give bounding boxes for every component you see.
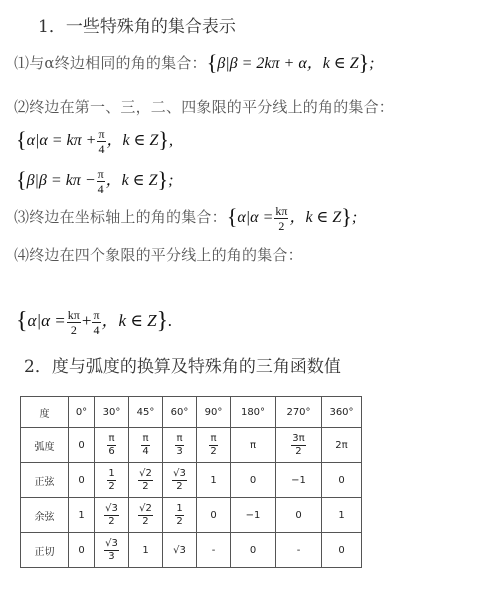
- table-cell: [197, 498, 231, 533]
- fraction: [175, 434, 183, 457]
- table-cell: [95, 428, 129, 463]
- fraction: [141, 434, 149, 457]
- cell-text: 0°: [75, 406, 88, 418]
- table-cell: [163, 533, 197, 568]
- cell-text: 2π: [335, 439, 348, 451]
- table-cell: [322, 498, 362, 533]
- table-cell: [129, 533, 163, 568]
- cell-text: 0: [210, 509, 217, 521]
- denominator: 2: [176, 480, 183, 492]
- cell-text: 0: [295, 509, 302, 521]
- fraction: [107, 469, 115, 492]
- cell-text: π: [249, 439, 257, 451]
- table-cell: [197, 428, 231, 463]
- numerator: π: [210, 432, 217, 444]
- cell-text: 正切: [34, 546, 55, 558]
- table-cell: [69, 397, 95, 428]
- cell-text: 0: [338, 544, 345, 556]
- item-2-set-a: {α|α = kπ + $\frac{\pi}{4}$ ，k ∈ Z},: [16, 126, 173, 156]
- table-cell: [231, 428, 276, 463]
- table-cell: [95, 463, 129, 498]
- table-row: [21, 533, 362, 568]
- table-cell: [276, 397, 322, 428]
- row-label-cell: [21, 498, 69, 533]
- table-cell: [276, 428, 322, 463]
- table-cell: [129, 397, 163, 428]
- table-cell: [69, 463, 95, 498]
- cell-text: 1: [338, 509, 345, 521]
- cell-text: 270°: [286, 406, 311, 418]
- cell-text: 90°: [204, 406, 223, 418]
- item-1-set: β|β = 2kπ + α，k ∈ Z: [217, 55, 359, 72]
- cell-text: 45°: [136, 406, 155, 418]
- fraction: [172, 469, 187, 492]
- fraction: [107, 434, 115, 457]
- item-1-label: ⑴与α终边相同的角的集合：: [14, 54, 207, 72]
- cell-text: 0: [78, 474, 85, 486]
- cell-text: 1: [78, 509, 85, 521]
- section-2-title: 2．度与弧度的换算及特殊角的三角函数值: [24, 357, 341, 377]
- numerator: √3: [105, 502, 118, 514]
- row-label-cell: [21, 463, 69, 498]
- denominator: 3: [108, 550, 115, 562]
- denominator: 2: [108, 515, 115, 527]
- table-cell: [322, 397, 362, 428]
- cell-text: 1: [142, 544, 149, 556]
- numerator: π: [108, 432, 115, 444]
- trig-value-table: [20, 396, 362, 568]
- cell-text: -: [296, 544, 301, 556]
- row-label-cell: [21, 397, 69, 428]
- table-cell: [163, 397, 197, 428]
- cell-text: 0: [78, 439, 85, 451]
- fraction: [138, 504, 153, 527]
- table-cell: [231, 533, 276, 568]
- table-cell: [163, 498, 197, 533]
- cell-text: 60°: [170, 406, 189, 418]
- table-row: [21, 428, 362, 463]
- numerator: √2: [139, 467, 152, 479]
- table-cell: [95, 397, 129, 428]
- table-cell: [69, 533, 95, 568]
- table-header-row: [21, 397, 362, 428]
- denominator: 2: [295, 445, 302, 457]
- cell-text: 30°: [102, 406, 121, 418]
- cell-text: 0: [249, 474, 257, 486]
- cell-text: 180°: [240, 406, 266, 418]
- item-3-label: ⑶终边在坐标轴上的角的集合：: [14, 208, 227, 226]
- denominator: 2: [176, 515, 183, 527]
- table-cell: [163, 463, 197, 498]
- cell-text: 0: [78, 544, 85, 556]
- row-label-cell: [21, 428, 69, 463]
- item-3: ⑶终边在坐标轴上的角的集合：{α|α = $\frac{k\pi}{2}$ ，k ∈ Z};: [14, 203, 358, 233]
- table-cell: [231, 498, 276, 533]
- table-cell: [322, 533, 362, 568]
- fraction: [104, 504, 119, 527]
- fraction: $\frac{k\pi}{2}$: [67, 307, 80, 337]
- fraction: $\frac{\pi}{4}$: [98, 126, 105, 156]
- item-1: ⑴与α终边相同的角的集合：{β|β = 2kπ + α，k ∈ Z};: [14, 50, 375, 75]
- table-cell: [197, 463, 231, 498]
- denominator: 2: [142, 480, 149, 492]
- fraction: [291, 434, 305, 457]
- cell-text: −1: [245, 509, 261, 521]
- table-cell: [322, 463, 362, 498]
- cell-text: -: [211, 544, 216, 556]
- cell-text: 弧度: [34, 441, 55, 453]
- table-cell: [163, 428, 197, 463]
- fraction: [175, 504, 183, 527]
- table-cell: [69, 498, 95, 533]
- denominator: 4: [142, 445, 149, 457]
- table-cell: [276, 533, 322, 568]
- item-4-label: ⑷终边在四个象限的平分线上的角的集合：: [14, 246, 303, 264]
- table-cell: [69, 428, 95, 463]
- table-cell: [276, 498, 322, 533]
- table-cell: [197, 533, 231, 568]
- numerator: √3: [105, 537, 118, 549]
- fraction: [104, 539, 119, 562]
- cell-text: −1: [291, 474, 306, 486]
- denominator: 6: [108, 445, 115, 457]
- denominator: 2: [108, 480, 115, 492]
- table-cell: [95, 498, 129, 533]
- cell-text: 度: [39, 408, 50, 420]
- numerator: 3π: [292, 432, 305, 444]
- fraction: $\frac{\pi}{4}$: [97, 166, 104, 196]
- section-1-title: 1．一些特殊角的集合表示: [38, 17, 236, 37]
- fraction: [138, 469, 153, 492]
- table-cell: [129, 498, 163, 533]
- cell-text: 余弦: [34, 511, 55, 523]
- item-2-set-b: {β|β = kπ − $\frac{\pi}{4}$ ，k ∈ Z};: [16, 166, 174, 196]
- cell-text: 正弦: [34, 476, 55, 488]
- cell-text: 0: [249, 544, 257, 556]
- cell-text: 360°: [329, 406, 354, 418]
- table-cell: [276, 463, 322, 498]
- fraction: [209, 434, 217, 457]
- table-cell: [129, 463, 163, 498]
- numerator: √3: [173, 467, 186, 479]
- table-cell: [129, 428, 163, 463]
- numerator: π: [176, 432, 183, 444]
- table-cell: [231, 397, 276, 428]
- numerator: 1: [176, 502, 183, 514]
- item-2-label: ⑵终边在第一、三，二、四象限的平分线上的角的集合：: [14, 98, 395, 116]
- table-row: [21, 498, 362, 533]
- item-4-set: {α|α = $\frac{k\pi}{2}$ + $\frac{\pi}{4}$ ，k ∈ Z}.: [16, 307, 173, 337]
- table-cell: [322, 428, 362, 463]
- numerator: π: [142, 432, 149, 444]
- cell-text: 0: [338, 474, 345, 486]
- fraction: $\frac{\pi}{4}$: [93, 307, 100, 337]
- cell-text: √3: [173, 544, 186, 556]
- denominator: 2: [142, 515, 149, 527]
- denominator: 3: [176, 445, 183, 457]
- table-cell: [95, 533, 129, 568]
- table-row: [21, 463, 362, 498]
- table-cell: [231, 463, 276, 498]
- table-cell: [197, 397, 231, 428]
- row-label-cell: [21, 533, 69, 568]
- cell-text: 1: [210, 474, 217, 486]
- denominator: 2: [210, 445, 217, 457]
- numerator: √2: [139, 502, 152, 514]
- fraction: $\frac{k\pi}{2}$: [275, 203, 288, 233]
- numerator: 1: [108, 467, 115, 479]
